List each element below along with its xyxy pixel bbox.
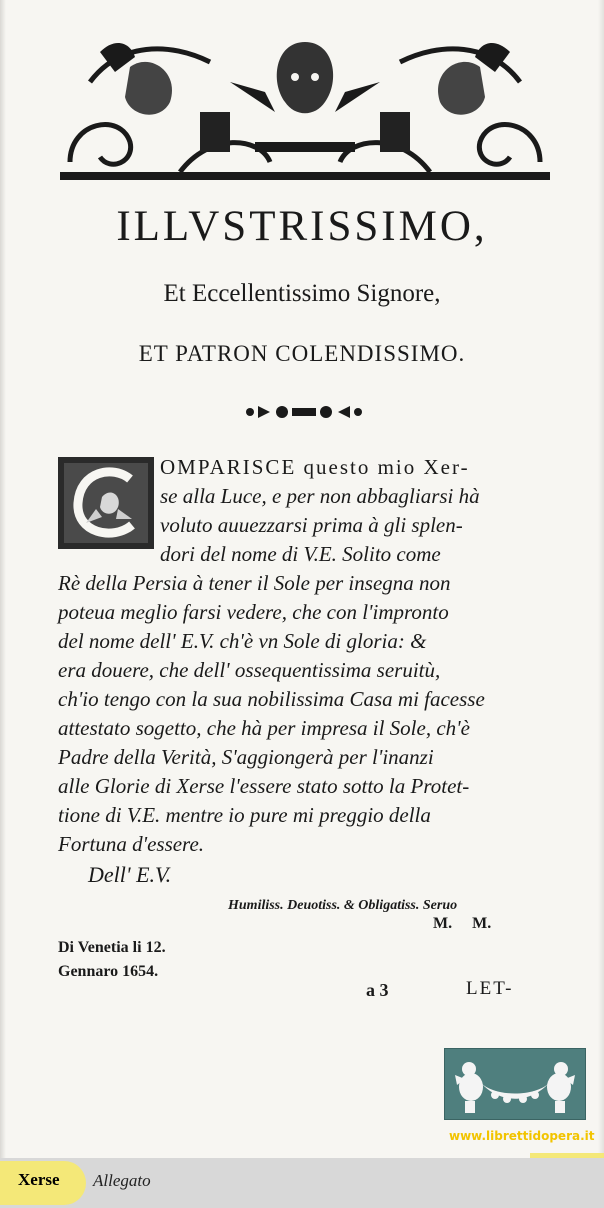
body-line: poteua meglio farsi vedere, che con l'impronto (58, 600, 449, 624)
body-line: se alla Luce, e per non abbagliarsi hà (160, 484, 480, 508)
title-line-2: Et Eccellentissimo Signore, (163, 280, 441, 307)
body-line: era douere, che dell' ossequentissima seruitù, (58, 658, 441, 682)
page-edge-right (598, 0, 604, 1158)
body-line: alle Glorie di Xerse l'essere stato sotto la Protet- (58, 774, 470, 798)
page-edge-left (0, 0, 6, 1158)
title-line-3: ET PATRON COLENDISSIMO. (138, 341, 466, 366)
body-line: voluto auuezzarsi prima à gli splen- (160, 513, 463, 537)
printer-ornament-icon (240, 400, 368, 424)
title-line-1: ILLVSTRISSIMO, (116, 203, 488, 250)
body-line: Padre della Verità, S'aggiongerà per l'inanzi (58, 745, 434, 769)
closing-line: Dell' E.V. (88, 862, 172, 887)
place-date (58, 936, 166, 984)
putti-garland-icon (445, 1049, 585, 1119)
place-date-line-2: Gennaro 1654. (58, 963, 159, 980)
catchword: LET- (466, 978, 514, 999)
body-line: Fortuna d'essere. (58, 832, 205, 856)
body-line: tione di V.E. mentre io pure mi preggio della (58, 803, 431, 827)
body-line: OMPARISCE questo mio Xer- (160, 455, 470, 479)
place-date-line-1: Di Venetia li 12. (58, 939, 166, 956)
decorative-headpiece (60, 22, 550, 184)
decorated-initial-c-icon (58, 457, 154, 549)
body-line: Rè della Persia à tener il Sole per insegna non (58, 571, 451, 595)
footer-title: Xerse (18, 1170, 60, 1189)
footer-bar (0, 1158, 604, 1208)
footer-subtitle: Allegato (93, 1171, 151, 1190)
watermark-url: www.librettidopera.it (449, 1129, 595, 1143)
signature-line: Humiliss. Deuotiss. & Obligatiss. Seruo (228, 898, 458, 913)
body-line: dori del nome di V.E. Solito come (160, 542, 441, 566)
body-line: attestato sogetto, che hà per impresa il Sole, ch'è (58, 716, 470, 740)
body-line: del nome dell' E.V. ch'è vn Sole di gloria: & (58, 629, 427, 653)
body-line: ch'io tengo con la sua nobilissima Casa mi facesse (58, 687, 485, 711)
signature-initials: M. M. (433, 915, 492, 932)
signature-mark: a 3 (366, 980, 389, 1000)
watermark-logo (444, 1048, 586, 1120)
